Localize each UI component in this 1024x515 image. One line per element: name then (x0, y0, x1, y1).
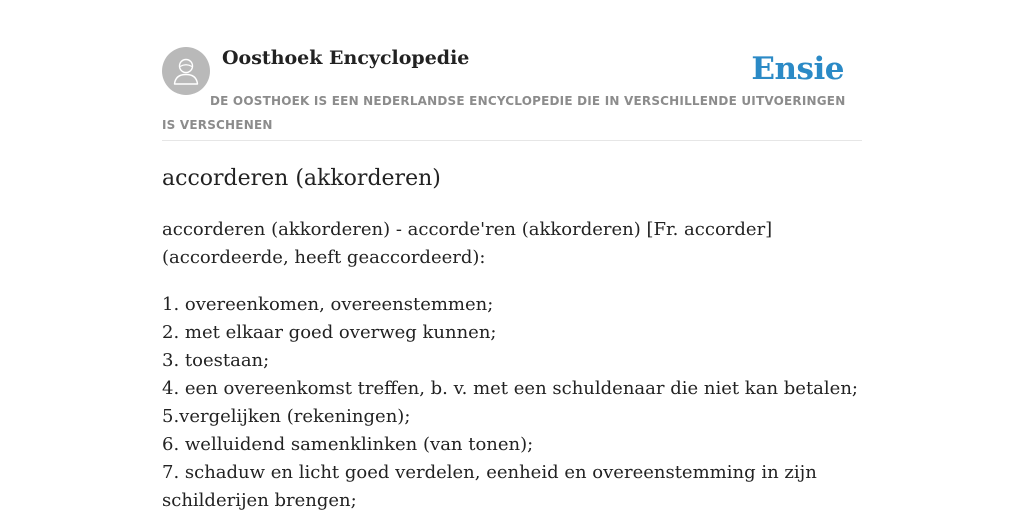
page-container (162, 0, 862, 511)
source-header (162, 0, 862, 141)
source-title[interactable]: Oosthoek Encyclopedie (222, 47, 470, 69)
definition-item: 3. toestaan; (162, 350, 270, 371)
definition-item: 2. met elkaar goed overweg kunnen; (162, 322, 497, 343)
source-description: DE OOSTHOEK IS EEN NEDERLANDSE ENCYCLOPEDIE DIE IN VERSCHILLENDE UITVOERINGEN IS VERSCHENEN (162, 94, 846, 132)
definition-item: 7. schaduw en licht goed verdelen, eenheid en overeenstemming in zijn schilderijen brengen; (162, 462, 817, 511)
definition-list (162, 291, 862, 515)
user-avatar-icon (162, 47, 210, 95)
definition-item: 6. welluidend samenklinken (van tonen); (162, 434, 534, 455)
source-avatar[interactable] (162, 47, 210, 95)
ensie-logo-link[interactable]: Ensie (751, 51, 844, 87)
definition-item: 5.vergelijken (rekeningen); (162, 406, 411, 427)
definition-item: 4. een overeenkomst treffen, b. v. met een schuldenaar die niet kan betalen; (162, 378, 858, 399)
definition-item: 1. overeenkomen, overeenstemmen; (162, 294, 494, 315)
entry-intro: accorderen (akkorderen) - accorde'ren (akkorderen) [Fr. accorder] (accordeerde, heeft geaccordeerd): (162, 219, 773, 268)
entry-title: accorderen (akkorderen) (162, 166, 441, 191)
